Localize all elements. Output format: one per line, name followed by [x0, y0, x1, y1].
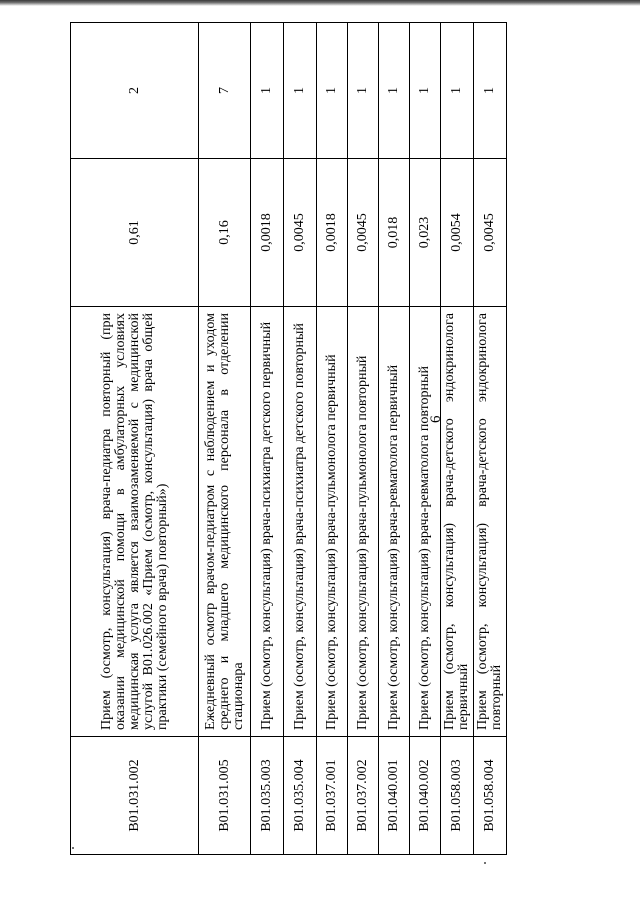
- table-row: [348, 23, 379, 855]
- service-name: Прием (осмотр, консультация) врача-ревматолога повторный: [410, 307, 441, 737]
- multiplicity-value: 2: [71, 23, 199, 159]
- frequency-value: 0,16: [199, 159, 251, 307]
- service-code: B01.031.002: [71, 737, 199, 855]
- table-row: [251, 23, 284, 855]
- scan-speck: [72, 847, 74, 849]
- multiplicity-value: 1: [474, 23, 507, 159]
- service-name: Прием (осмотр, консультация) врача-детского эндокринолога повторный: [474, 307, 507, 737]
- service-name: Прием (осмотр, консультация) врача-психиатра детского первичный: [251, 307, 284, 737]
- service-code: B01.035.004: [284, 737, 317, 855]
- multiplicity-value: 1: [348, 23, 379, 159]
- table-row: [317, 23, 348, 855]
- service-code: B01.040.001: [379, 737, 410, 855]
- table-row: [441, 23, 474, 855]
- service-name: Прием (осмотр, консультация) врача-психиатра детского повторный: [284, 307, 317, 737]
- service-code: B01.058.004: [474, 737, 507, 855]
- frequency-value: 0,0054: [441, 159, 474, 307]
- multiplicity-value: 1: [251, 23, 284, 159]
- table-row: [379, 23, 410, 855]
- service-name: Ежедневный осмотр врачом-педиатром с наблюдением и уходом среднего и младшего медицинского персонала в отделении стационара: [199, 307, 251, 737]
- services-table: [70, 22, 507, 855]
- frequency-value: 0,0045: [284, 159, 317, 307]
- multiplicity-value: 1: [284, 23, 317, 159]
- frequency-value: 0,018: [379, 159, 410, 307]
- service-code: B01.035.003: [251, 737, 284, 855]
- service-name: Прием (осмотр, консультация) врача-пульмонолога повторный: [348, 307, 379, 737]
- frequency-value: 0,0018: [251, 159, 284, 307]
- service-code: B01.037.002: [348, 737, 379, 855]
- table-row: [199, 23, 251, 855]
- service-name: Прием (осмотр, консультация) врача-ревматолога первичный: [379, 307, 410, 737]
- table-row: [474, 23, 507, 855]
- services-table-wrapper: [70, 23, 504, 855]
- frequency-value: 0,0018: [317, 159, 348, 307]
- table-row: [410, 23, 441, 855]
- frequency-value: 0,023: [410, 159, 441, 307]
- multiplicity-value: 1: [410, 23, 441, 159]
- frequency-value: 0,61: [71, 159, 199, 307]
- frequency-value: 0,0045: [474, 159, 507, 307]
- page-number: 6: [428, 415, 444, 423]
- frequency-value: 0,0045: [348, 159, 379, 307]
- multiplicity-value: 1: [317, 23, 348, 159]
- service-name: Прием (осмотр, консультация) врача-пульмонолога первичный: [317, 307, 348, 737]
- service-name: Прием (осмотр, консультация) врача-детского эндокринолога первичный: [441, 307, 474, 737]
- multiplicity-value: 1: [441, 23, 474, 159]
- service-code: B01.031.005: [199, 737, 251, 855]
- multiplicity-value: 1: [379, 23, 410, 159]
- multiplicity-value: 7: [199, 23, 251, 159]
- service-code: B01.040.002: [410, 737, 441, 855]
- service-code: B01.058.003: [441, 737, 474, 855]
- table-row: [71, 23, 199, 855]
- scan-edge: [0, 0, 640, 6]
- table-row: [284, 23, 317, 855]
- service-code: B01.037.001: [317, 737, 348, 855]
- scan-speck: [484, 862, 486, 864]
- service-name: Прием (осмотр, консультация) врача-педиатра повторный (при оказании медицинской помощи в амбулаторных условиях медицинская услуга является взаимозаменяемой с медицинской услугой B01.026.002 «Прием (осмотр, консультация) врача общей практики (семейного врача) повторный»): [71, 307, 199, 737]
